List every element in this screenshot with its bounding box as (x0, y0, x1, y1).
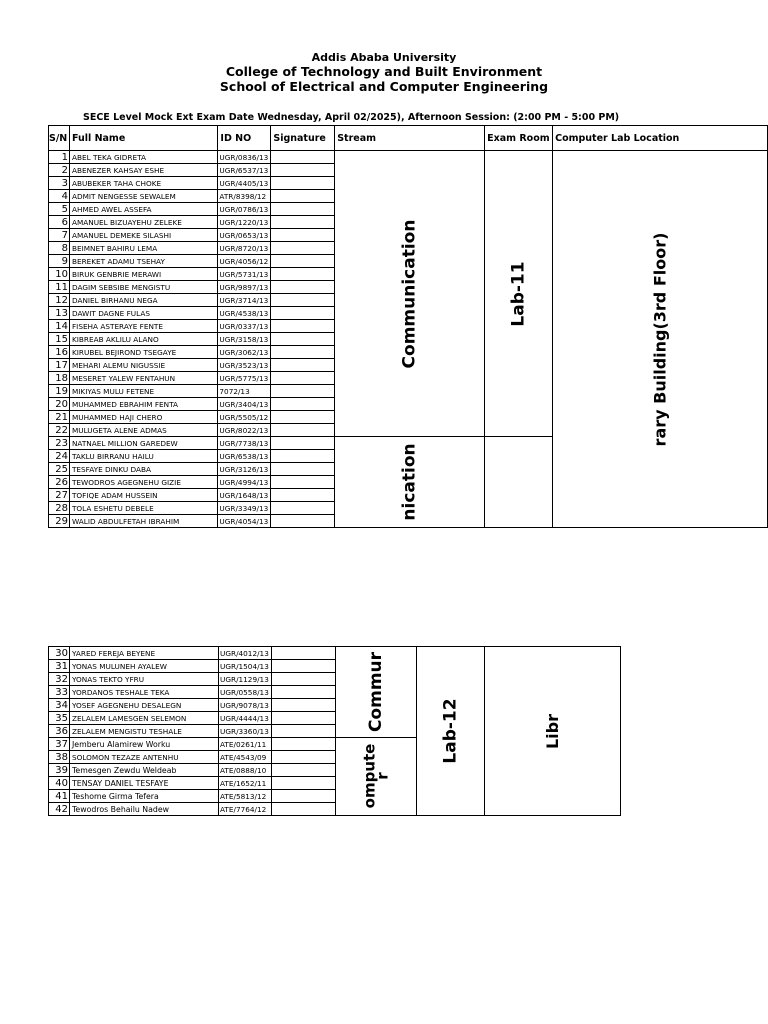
row-sn: 29 (49, 515, 70, 528)
exam-room-lab-12-cell (417, 647, 485, 816)
row-id-no: UGR/3349/13 (218, 502, 271, 515)
row-id-no: UGR/1129/13 (219, 673, 272, 686)
lab-location-part-label: Libr (543, 713, 563, 749)
row-signature (272, 803, 336, 816)
row-signature (271, 411, 335, 424)
row-id-no: UGR/5505/12 (218, 411, 271, 424)
row-full-name: TOLA ESHETU DEBELE (69, 502, 217, 515)
row-full-name: Teshome Girma Tefera (70, 790, 219, 803)
row-sn: 14 (49, 320, 70, 333)
row-sn: 28 (49, 502, 70, 515)
row-signature (271, 229, 335, 242)
stream-computer-part-label: ompute r (360, 743, 392, 808)
row-sn: 40 (49, 777, 70, 790)
exam-room-lab-12: Lab-12 (440, 698, 461, 764)
row-full-name: ABENEZER KAHSAY ESHE (69, 164, 217, 177)
row-sn: 12 (49, 294, 70, 307)
row-sn: 37 (49, 738, 70, 751)
row-sn: 7 (49, 229, 70, 242)
row-signature (272, 712, 336, 725)
table-row (49, 151, 768, 164)
exam-room-lab-11-cell (485, 151, 553, 437)
row-sn: 16 (49, 346, 70, 359)
row-sn: 6 (49, 216, 70, 229)
row-signature (272, 673, 336, 686)
row-sn: 1 (49, 151, 70, 164)
row-sn: 8 (49, 242, 70, 255)
exam-room-cont-cell (485, 437, 553, 528)
row-signature (271, 268, 335, 281)
row-sn: 18 (49, 372, 70, 385)
exam-roster-table-page1 (48, 125, 768, 528)
row-full-name: AMANUEL BIZUAYEHU ZELEKE (69, 216, 217, 229)
row-signature (272, 764, 336, 777)
row-signature (271, 307, 335, 320)
row-full-name: MEHARI ALEMU NIGUSSIE (69, 359, 217, 372)
row-full-name: TEWODROS AGEGNEHU GIZIE (69, 476, 217, 489)
row-signature (271, 255, 335, 268)
row-full-name: YOSEF AGEGNEHU DESALEGN (70, 699, 219, 712)
row-signature (272, 790, 336, 803)
row-id-no: ATR/8398/12 (218, 190, 271, 203)
row-signature (271, 203, 335, 216)
row-signature (271, 437, 335, 450)
exam-session-line: SECE Level Mock Ext Exam Date Wednesday, April 02/2025), Afternoon Session: (2:00 PM - 5:00 PM) (83, 112, 620, 123)
row-sn: 36 (49, 725, 70, 738)
col-header-lab-location: Computer Lab Location (553, 126, 768, 151)
lab-location-label: rary Building(3rd Floor) (650, 232, 670, 446)
row-id-no: UGR/0337/13 (218, 320, 271, 333)
row-signature (271, 476, 335, 489)
row-sn: 19 (49, 385, 70, 398)
row-full-name: MUHAMMED HAJI CHERO (69, 411, 217, 424)
row-sn: 27 (49, 489, 70, 502)
row-id-no: UGR/4538/13 (218, 307, 271, 320)
row-full-name: ZELALEM LAMESGEN SELEMON (70, 712, 219, 725)
col-header-id-no: ID NO (218, 126, 271, 151)
row-sn: 9 (49, 255, 70, 268)
col-header-sn: S/N (49, 126, 70, 151)
row-id-no: UGR/8022/13 (218, 424, 271, 437)
row-sn: 4 (49, 190, 70, 203)
row-id-no: UGR/0558/13 (219, 686, 272, 699)
row-sn: 3 (49, 177, 70, 190)
row-signature (271, 398, 335, 411)
row-sn: 38 (49, 751, 70, 764)
row-full-name: TAKLU BIRRANU HAILU (69, 450, 217, 463)
row-signature (271, 151, 335, 164)
row-id-no: UGR/9078/13 (219, 699, 272, 712)
row-full-name: ADMIT NENGESSE SEWALEM (69, 190, 217, 203)
row-signature (272, 660, 336, 673)
row-signature (271, 333, 335, 346)
row-full-name: MULUGETA ALENE ADMAS (69, 424, 217, 437)
row-id-no: UGR/4056/12 (218, 255, 271, 268)
row-sn: 13 (49, 307, 70, 320)
row-id-no: UGR/0653/13 (218, 229, 271, 242)
row-full-name: FISEHA ASTERAYE FENTE (69, 320, 217, 333)
row-id-no: UGR/3360/13 (219, 725, 272, 738)
row-signature (272, 686, 336, 699)
row-full-name: MIKIYAS MULU FETENE (69, 385, 217, 398)
row-signature (272, 738, 336, 751)
row-id-no: UGR/5775/13 (218, 372, 271, 385)
col-header-stream: Stream (335, 126, 485, 151)
row-id-no: ATE/1652/11 (219, 777, 272, 790)
row-signature (271, 502, 335, 515)
lab-location-label-cell (553, 151, 768, 528)
row-full-name: WALID ABDULFETAH IBRAHIM (69, 515, 217, 528)
row-sn: 24 (49, 450, 70, 463)
row-full-name: BEIMNET BAHIRU LEMA (69, 242, 217, 255)
row-sn: 15 (49, 333, 70, 346)
row-signature (271, 346, 335, 359)
college-name: College of Technology and Built Environment (225, 64, 543, 79)
col-header-exam-room: Exam Room (485, 126, 553, 151)
row-signature (271, 190, 335, 203)
row-id-no: UGR/4054/13 (218, 515, 271, 528)
col-header-full-name: Full Name (69, 126, 217, 151)
row-full-name: DAWIT DAGNE FULAS (69, 307, 217, 320)
row-id-no: UGR/9897/13 (218, 281, 271, 294)
row-id-no: UGR/4012/13 (219, 647, 272, 660)
university-name: Addis Ababa University (311, 51, 457, 64)
row-sn: 17 (49, 359, 70, 372)
stream-communication-cont-label-cell (335, 437, 485, 528)
row-id-no: UGR/0836/13 (218, 151, 271, 164)
row-id-no: UGR/1504/13 (219, 660, 272, 673)
lab-location-part-label-cell (485, 647, 621, 816)
row-id-no: UGR/1648/13 (218, 489, 271, 502)
row-full-name: ABEL TEKA GIDRETA (69, 151, 217, 164)
row-id-no: ATE/7764/12 (219, 803, 272, 816)
row-id-no: UGR/4994/13 (218, 476, 271, 489)
row-full-name: YORDANOS TESHALE TEKA (70, 686, 219, 699)
page-bottom-blank (0, 817, 768, 1024)
row-full-name: Tewodros Behailu Nadew (70, 803, 219, 816)
row-sn: 31 (49, 660, 70, 673)
col-header-signature: Signature (271, 126, 335, 151)
row-full-name: Jemberu Alamirew Worku (70, 738, 219, 751)
stream-computer-part-label-cell (336, 738, 417, 816)
row-full-name: TOFIQE ADAM HUSSEIN (69, 489, 217, 502)
row-signature (271, 281, 335, 294)
row-signature (271, 372, 335, 385)
row-signature (271, 463, 335, 476)
row-sn: 42 (49, 803, 70, 816)
stream-communication-part-label: Commur (366, 651, 387, 733)
row-full-name: MESERET YALEW FENTAHUN (69, 372, 217, 385)
row-full-name: DANIEL BIRHANU NEGA (69, 294, 217, 307)
row-full-name: KIRUBEL BEJIROND TSEGAYE (69, 346, 217, 359)
row-sn: 5 (49, 203, 70, 216)
exam-roster-table-page2 (48, 646, 621, 816)
row-sn: 2 (49, 164, 70, 177)
row-id-no: UGR/7738/13 (218, 437, 271, 450)
row-full-name: NATNAEL MILLION GAREDEW (69, 437, 217, 450)
row-signature (271, 385, 335, 398)
row-signature (271, 164, 335, 177)
stream-communication-label-cell (335, 151, 485, 437)
row-id-no: UGR/4405/13 (218, 177, 271, 190)
row-full-name: BEREKET ADAMU TSEHAY (69, 255, 217, 268)
row-id-no: UGR/3714/13 (218, 294, 271, 307)
row-sn: 34 (49, 699, 70, 712)
row-id-no: 7072/13 (218, 385, 271, 398)
row-full-name: Temesgen Zewdu Weldeab (70, 764, 219, 777)
row-full-name: DAGIM SEBSIBE MENGISTU (69, 281, 217, 294)
row-sn: 25 (49, 463, 70, 476)
row-id-no: UGR/0786/13 (218, 203, 271, 216)
row-sn: 22 (49, 424, 70, 437)
row-sn: 21 (49, 411, 70, 424)
exam-room-lab-11: Lab-11 (508, 260, 529, 327)
row-id-no: UGR/1220/13 (218, 216, 271, 229)
row-id-no: ATE/0888/10 (219, 764, 272, 777)
row-signature (271, 489, 335, 502)
row-sn: 11 (49, 281, 70, 294)
row-id-no: UGR/3158/13 (218, 333, 271, 346)
row-id-no: UGR/3523/13 (218, 359, 271, 372)
row-full-name: AMANUEL DEMEKE SILASHI (69, 229, 217, 242)
stream-communication-label: Communication (399, 219, 420, 368)
row-signature (272, 777, 336, 790)
row-full-name: AHMED AWEL ASSEFA (69, 203, 217, 216)
row-signature (271, 515, 335, 528)
row-id-no: ATE/0261/11 (219, 738, 272, 751)
row-sn: 33 (49, 686, 70, 699)
row-full-name: YONAS MULUNEH AYALEW (70, 660, 219, 673)
row-full-name: YONAS TEKTO YFRU (70, 673, 219, 686)
row-id-no: UGR/8720/13 (218, 242, 271, 255)
page-break-gap (0, 528, 768, 646)
table-header-row (49, 126, 768, 151)
row-signature (271, 242, 335, 255)
row-id-no: UGR/3062/13 (218, 346, 271, 359)
row-id-no: UGR/6537/13 (218, 164, 271, 177)
row-signature (272, 725, 336, 738)
school-name: School of Electrical and Computer Engineering (219, 79, 549, 94)
row-signature (271, 424, 335, 437)
row-sn: 32 (49, 673, 70, 686)
row-id-no: UGR/3404/13 (218, 398, 271, 411)
row-sn: 35 (49, 712, 70, 725)
row-full-name: SOLOMON TEZAZE ANTENHU (70, 751, 219, 764)
row-signature (271, 450, 335, 463)
row-full-name: ZELALEM MENGISTU TESHALE (70, 725, 219, 738)
row-sn: 41 (49, 790, 70, 803)
row-id-no: UGR/6538/13 (218, 450, 271, 463)
row-signature (271, 320, 335, 333)
row-signature (272, 699, 336, 712)
row-full-name: TENSAY DANIEL TESFAYE (70, 777, 219, 790)
row-signature (271, 294, 335, 307)
row-signature (272, 751, 336, 764)
row-sn: 20 (49, 398, 70, 411)
row-full-name: TESFAYE DINKU DABA (69, 463, 217, 476)
stream-communication-cont-label: nication (399, 443, 420, 521)
row-full-name: ABUBEKER TAHA CHOKE (69, 177, 217, 190)
row-signature (271, 216, 335, 229)
row-id-no: ATE/5813/12 (219, 790, 272, 803)
row-id-no: UGR/5731/13 (218, 268, 271, 281)
row-full-name: BIRUK GENBRIE MERAWI (69, 268, 217, 281)
stream-communication-part-label-cell (336, 647, 417, 738)
row-full-name: YARED FEREJA BEYENE (70, 647, 219, 660)
row-sn: 23 (49, 437, 70, 450)
row-id-no: UGR/3126/13 (218, 463, 271, 476)
row-signature (272, 647, 336, 660)
row-id-no: UGR/4444/13 (219, 712, 272, 725)
row-sn: 39 (49, 764, 70, 777)
row-signature (271, 177, 335, 190)
row-id-no: ATE/4543/09 (219, 751, 272, 764)
row-full-name: MUHAMMED EBRAHIM FENTA (69, 398, 217, 411)
table-row (49, 647, 621, 660)
row-sn: 26 (49, 476, 70, 489)
row-sn: 10 (49, 268, 70, 281)
row-sn: 30 (49, 647, 70, 660)
row-full-name: KIBREAB AKLILU ALANO (69, 333, 217, 346)
row-signature (271, 359, 335, 372)
